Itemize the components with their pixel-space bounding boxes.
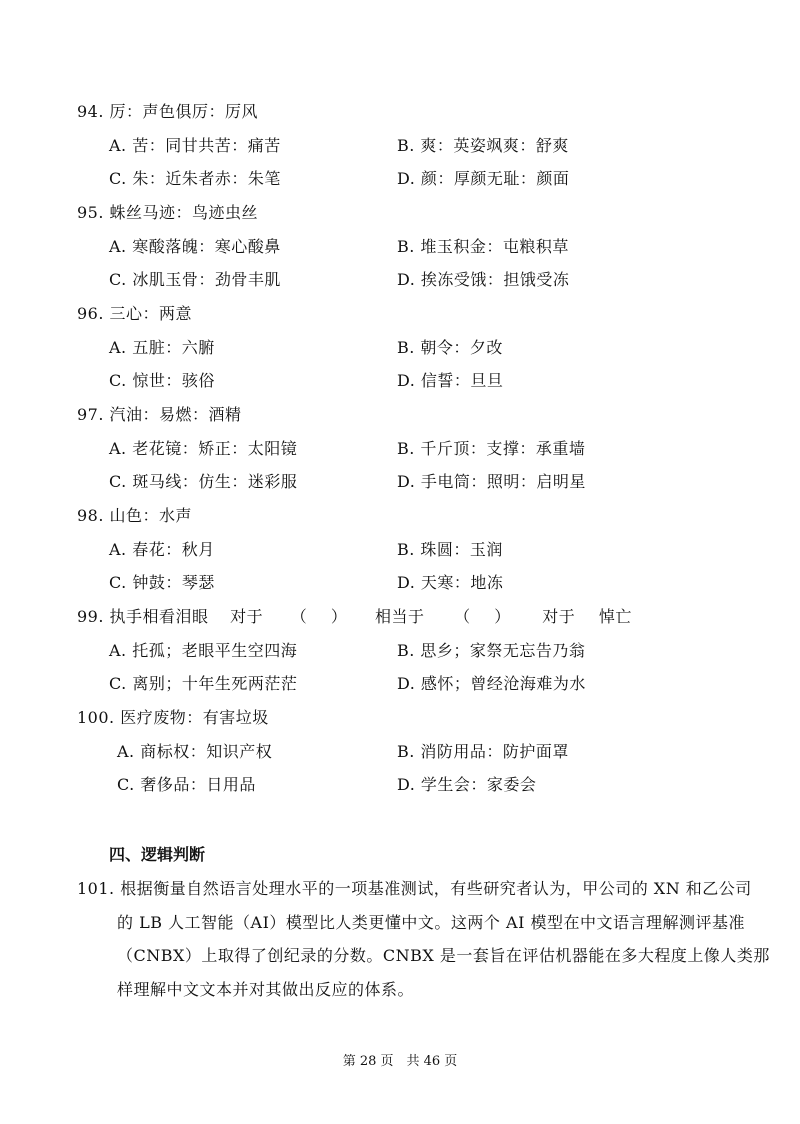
q99-part-4: 对于 <box>542 607 576 626</box>
question-98-option-a: A. 春花：秋月 <box>109 540 215 559</box>
question-101-line-3: （CNBX）上取得了创纪录的分数。CNBX 是一套旨在评估机器能在多大程度上像人类那 <box>117 946 770 965</box>
question-99-stem <box>77 604 632 627</box>
question-96-option-a: A. 五脏：六腑 <box>109 338 215 357</box>
section-title: 四、逻辑判断 <box>109 845 206 864</box>
question-98-stem: 98. 山色：水声 <box>77 506 193 525</box>
question-97-option-a: A. 老花镜：矫正：太阳镜 <box>109 439 298 458</box>
question-94-stem: 94. 厉：声色俱厉：厉风 <box>77 102 259 121</box>
page-footer: 第 28 页 共 46 页 <box>342 1054 458 1069</box>
q99-blank-2-close: ） <box>494 607 511 626</box>
question-95-option-c: C. 冰肌玉骨：劲骨丰肌 <box>109 270 281 289</box>
question-100-option-c: C. 奢侈品：日用品 <box>117 775 256 794</box>
question-96-option-d: D. 信誓：旦旦 <box>397 371 504 390</box>
question-100-option-d: D. 学生会：家委会 <box>397 775 537 794</box>
question-99-option-c: C. 离别；十年生死两茫茫 <box>109 674 298 693</box>
q99-blank-2-open: （ <box>454 607 471 626</box>
question-99-option-b: B. 思乡；家祭无忘告乃翁 <box>397 641 586 660</box>
q99-part-2: 对于 <box>230 607 264 626</box>
question-94-option-c: C. 朱：近朱者赤：朱笔 <box>109 169 281 188</box>
question-96-option-c: C. 惊世：骇俗 <box>109 371 215 390</box>
question-101-line-2: 的 LB 人工智能（AI）模型比人类更懂中文。这两个 AI 模型在中文语言理解测评基准 <box>117 913 745 932</box>
question-98-option-d: D. 天寒：地冻 <box>397 573 504 592</box>
q99-part-1: 99. 执手相看泪眼 <box>77 607 209 626</box>
question-98-option-c: C. 钟鼓：琴瑟 <box>109 573 215 592</box>
q99-part-3: 相当于 <box>374 607 425 626</box>
q99-blank-1-close: ） <box>330 607 348 626</box>
question-94-option-a: A. 苦：同甘共苦：痛苦 <box>109 136 281 155</box>
question-101-line-1: 101. 根据衡量自然语言处理水平的一项基准测试，有些研究者认为，甲公司的 XN 和乙公司 <box>77 879 752 898</box>
question-100-option-a: A. 商标权：知识产权 <box>117 742 273 761</box>
question-97-option-c: C. 斑马线：仿生：迷彩服 <box>109 472 298 491</box>
question-94-option-d: D. 颜：厚颜无耻：颜面 <box>397 169 570 188</box>
question-99-option-a: A. 托孤；老眼平生空四海 <box>109 641 298 660</box>
question-95-stem: 95. 蛛丝马迹：鸟迹虫丝 <box>77 203 259 222</box>
question-96-stem: 96. 三心：两意 <box>77 304 193 323</box>
q99-blank-1-open: （ <box>290 607 308 626</box>
question-97-stem: 97. 汽油：易燃：酒精 <box>77 405 242 424</box>
q99-part-5: 悼亡 <box>598 607 632 626</box>
question-95-option-d: D. 挨冻受饿：担饿受冻 <box>397 270 570 289</box>
question-98-option-b: B. 珠圆：玉润 <box>397 540 503 559</box>
question-95-option-b: B. 堆玉积金：屯粮积草 <box>397 237 569 256</box>
question-94-option-b: B. 爽：英姿飒爽：舒爽 <box>397 136 569 155</box>
question-99-option-d: D. 感怀；曾经沧海难为水 <box>397 674 586 693</box>
question-95-option-a: A. 寒酸落魄：寒心酸鼻 <box>109 237 281 256</box>
question-97-option-d: D. 手电筒：照明：启明星 <box>397 472 586 491</box>
question-97-option-b: B. 千斤顶：支撑：承重墙 <box>397 439 586 458</box>
question-100-option-b: B. 消防用品：防护面罩 <box>397 742 569 761</box>
question-100-stem: 100. 医疗废物：有害垃圾 <box>77 708 269 727</box>
question-96-option-b: B. 朝令：夕改 <box>397 338 503 357</box>
question-101-line-4: 样理解中文文本并对其做出反应的体系。 <box>117 980 415 999</box>
